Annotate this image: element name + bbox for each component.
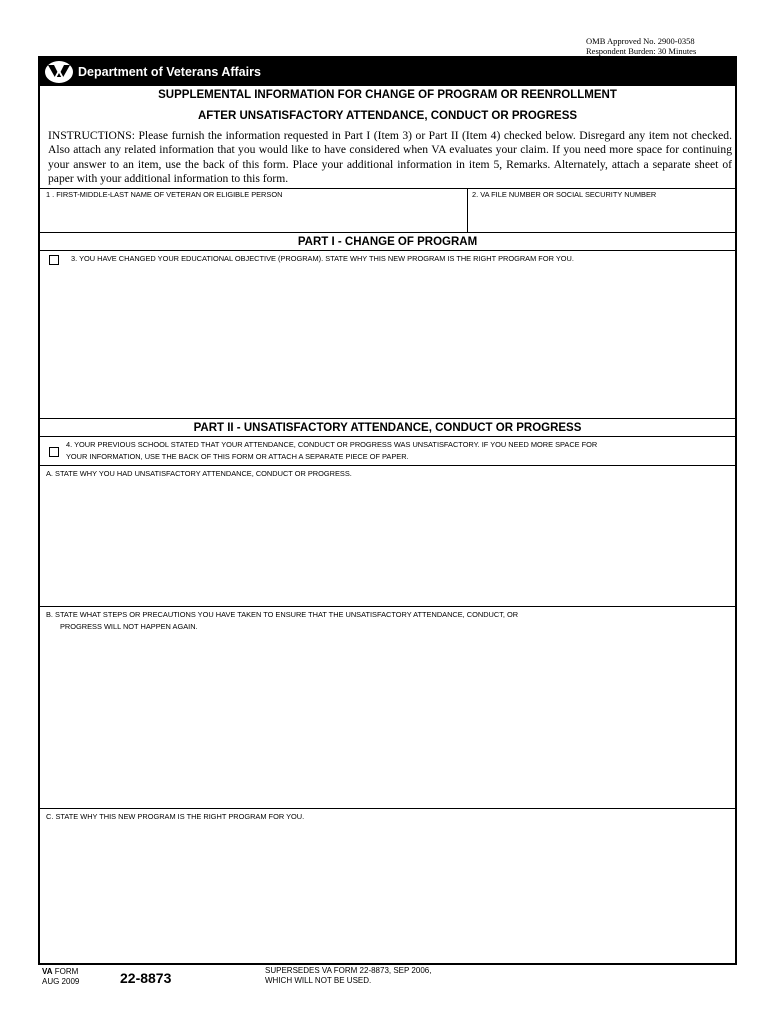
respondent-burden: Respondent Burden: 30 Minutes [586,46,697,56]
omb-approval-number: OMB Approved No. 2900-0358 [586,36,695,46]
supersedes-note [265,966,431,985]
divider-line [40,436,735,437]
itemC-label: C. STATE WHY THIS NEW PROGRAM IS THE RIGHT PROGRAM FOR YOU. [46,812,305,821]
part1-heading: PART I - CHANGE OF PROGRAM [297,236,478,248]
department-header-bar [40,58,735,86]
itemB-label-line1: B. STATE WHAT STEPS OR PRECAUTIONS YOU HAVE TAKEN TO ENSURE THAT THE UNSATISFACTORY ATTENDANCE, CONDUCT, OR [46,610,519,619]
form-frame [38,56,737,965]
form-title-line2: AFTER UNSATISFACTORY ATTENDANCE, CONDUCT OR PROGRESS [197,110,578,122]
va-form-label [42,967,79,987]
part2-checkbox[interactable] [49,447,59,457]
itemA-label: A. STATE WHY YOU HAD UNSATISFACTORY ATTENDANCE, CONDUCT OR PROGRESS. [46,469,352,478]
supersedes-line1: SUPERSEDES VA FORM 22-8873, SEP 2006, [265,966,432,975]
omb-info [586,36,730,56]
itemB-label-line2: PROGRESS WILL NOT HAPPEN AGAIN. [60,622,198,631]
va-seal-icon [44,60,74,84]
part1-checkbox[interactable] [49,255,59,265]
divider-line [40,808,735,809]
divider-line [467,188,468,232]
divider-line [40,465,735,466]
form-title-line1: SUPPLEMENTAL INFORMATION FOR CHANGE OF PROGRAM OR REENROLLMENT [158,89,617,101]
divider-line [40,250,735,251]
divider-line [40,188,735,189]
item1-label: 1 . FIRST-MIDDLE-LAST NAME OF VETERAN OR ELIGIBLE PERSON [46,190,283,199]
item4-label-line1: 4. YOUR PREVIOUS SCHOOL STATED THAT YOUR ATTENDANCE, CONDUCT OR PROGRESS WAS UNSATISFACTORY. IF YOU NEED MORE SPACE FOR [66,440,598,449]
part2-heading: PART II - UNSATISFACTORY ATTENDANCE, CONDUCT OR PROGRESS [193,422,582,434]
form-date: AUG 2009 [42,977,80,986]
va-label: VA [42,967,53,976]
divider-line [40,232,735,233]
item3-label: 3. YOU HAVE CHANGED YOUR EDUCATIONAL OBJECTIVE (PROGRAM). STATE WHY THIS NEW PROGRAM IS THE RIGHT PROGRAM FOR YOU. [71,254,574,263]
divider-line [40,606,735,607]
item2-label: 2. VA FILE NUMBER OR SOCIAL SECURITY NUMBER [472,190,657,199]
item4-label-line2: YOUR INFORMATION, USE THE BACK OF THIS FORM OR ATTACH A SEPARATE PIECE OF PAPER. [66,452,409,461]
divider-line [40,418,735,419]
form-number: 22-8873 [120,970,172,986]
department-name: Department of Veterans Affairs [78,65,261,79]
instructions: INSTRUCTIONS: Please furnish the information requested in Part I (Item 3) or Part II (Item 4) checked below. Disregard any item not checked. Also attach any related information that you would like to have considered when VA evaluates your claim. If you need more space for continuing your answer to an item, use the back of this form. Place your additional information in item 5, Remarks. Alternately, attach a separate sheet of paper with your additional information to this form. [48,129,732,185]
supersedes-line2: WHICH WILL NOT BE USED. [265,975,372,985]
form-word: FORM [52,967,79,976]
